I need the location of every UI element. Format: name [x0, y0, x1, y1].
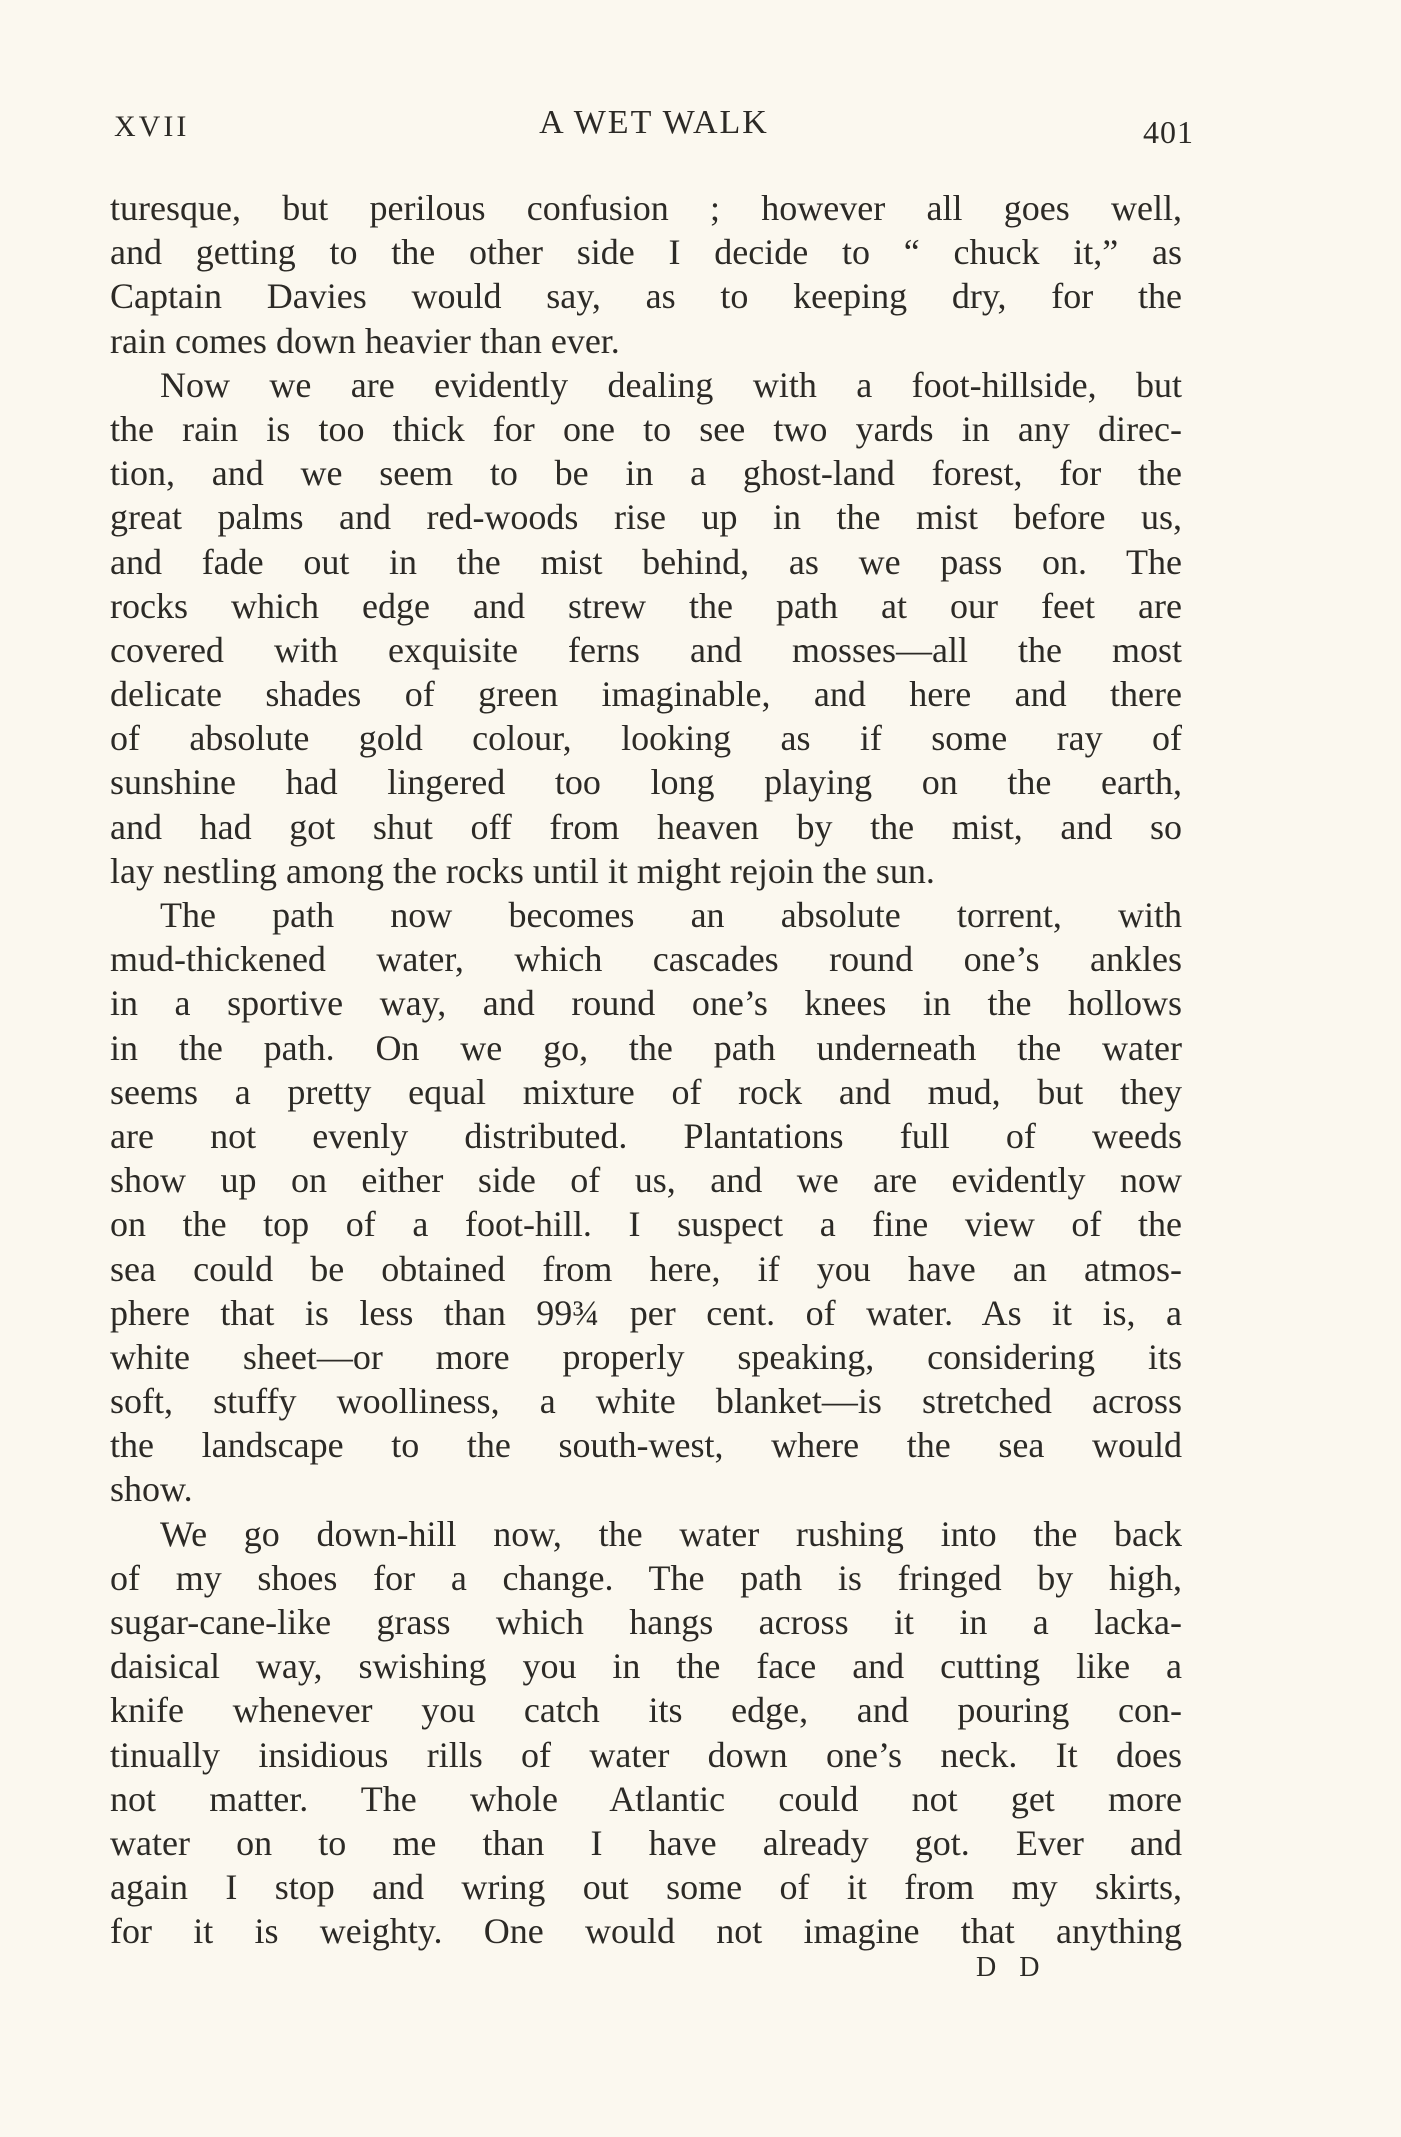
running-header	[114, 104, 1194, 154]
text-line: for it is weighty. One would not imagine that anything	[110, 1911, 1182, 1952]
text-line: Captain Davies would say, as to keeping dry, for the	[110, 276, 1182, 317]
text-line: rain comes down heavier than ever.	[110, 320, 620, 361]
body-text	[110, 186, 1182, 1954]
text-line: turesque, but perilous confusion ; however all goes well,	[110, 188, 1182, 228]
text-line: water on to me than I have already got. Ever and	[110, 1822, 1182, 1863]
text-line: We go down-hill now, the water rushing into the back	[160, 1513, 1182, 1554]
text-line: covered with exquisite ferns and mosses—all the most	[110, 629, 1182, 670]
text-line: not matter. The whole Atlantic could not get more	[110, 1778, 1182, 1819]
text-line: of absolute gold colour, looking as if some ray of	[110, 718, 1182, 759]
text-line: tion, and we seem to be in a ghost-land forest, for the	[110, 453, 1182, 494]
text-line: seems a pretty equal mixture of rock and mud, but they	[110, 1071, 1182, 1112]
text-line: daisical way, swishing you in the face and cutting like a	[110, 1646, 1182, 1687]
text-line: tinually insidious rills of water down one’s neck. It does	[110, 1734, 1182, 1775]
text-line: in a sportive way, and round one’s knees in the hollows	[110, 983, 1182, 1024]
text-line: show up on either side of us, and we are evidently now	[110, 1160, 1182, 1201]
signature-mark: D D	[976, 1952, 1048, 1983]
text-line: delicate shades of green imaginable, and here and there	[110, 674, 1182, 715]
text-line: knife whenever you catch its edge, and pouring con-	[110, 1690, 1182, 1731]
text-line: rocks which edge and strew the path at our feet are	[110, 585, 1182, 626]
chapter-number: XVII	[114, 110, 190, 143]
text-line: and fade out in the mist behind, as we pass on. The	[110, 541, 1182, 582]
text-line: in the path. On we go, the path underneath the water	[110, 1027, 1182, 1068]
running-title: A WET WALK	[539, 104, 769, 141]
text-line: are not evenly distributed. Plantations full of weeds	[110, 1115, 1182, 1156]
text-line: the landscape to the south-west, where the sea would	[110, 1425, 1182, 1466]
text-line: the rain is too thick for one to see two yards in any direc-	[110, 408, 1182, 449]
text-line: great palms and red-woods rise up in the mist before us,	[110, 497, 1182, 538]
text-line: phere that is less than 99¾ per cent. of water. As it is, a	[110, 1292, 1182, 1333]
text-line: again I stop and wring out some of it from my skirts,	[110, 1867, 1182, 1908]
text-line: mud-thickened water, which cascades round one’s ankles	[110, 939, 1182, 980]
text-line: The path now becomes an absolute torrent, with	[160, 895, 1182, 935]
text-line: and had got shut off from heaven by the mist, and so	[110, 806, 1182, 847]
text-line: show.	[110, 1469, 193, 1510]
text-line: and getting to the other side I decide to “ chuck it,” as	[110, 232, 1182, 273]
text-line: Now we are evidently dealing with a foot-hillside, but	[160, 364, 1182, 405]
text-line: lay nestling among the rocks until it might rejoin the sun.	[110, 850, 935, 891]
text-line: white sheet—or more properly speaking, considering its	[110, 1336, 1182, 1377]
text-line: sea could be obtained from here, if you have an atmos-	[110, 1248, 1182, 1289]
text-line: on the top of a foot-hill. I suspect a fine view of the	[110, 1204, 1182, 1245]
page-number: 401	[1143, 114, 1194, 150]
text-line: soft, stuffy woolliness, a white blanket—is stretched across	[110, 1381, 1182, 1422]
text-line: sugar-cane-like grass which hangs across it in a lacka-	[110, 1602, 1182, 1642]
text-line: of my shoes for a change. The path is fringed by high,	[110, 1557, 1182, 1598]
text-line: sunshine had lingered too long playing on the earth,	[110, 762, 1182, 803]
